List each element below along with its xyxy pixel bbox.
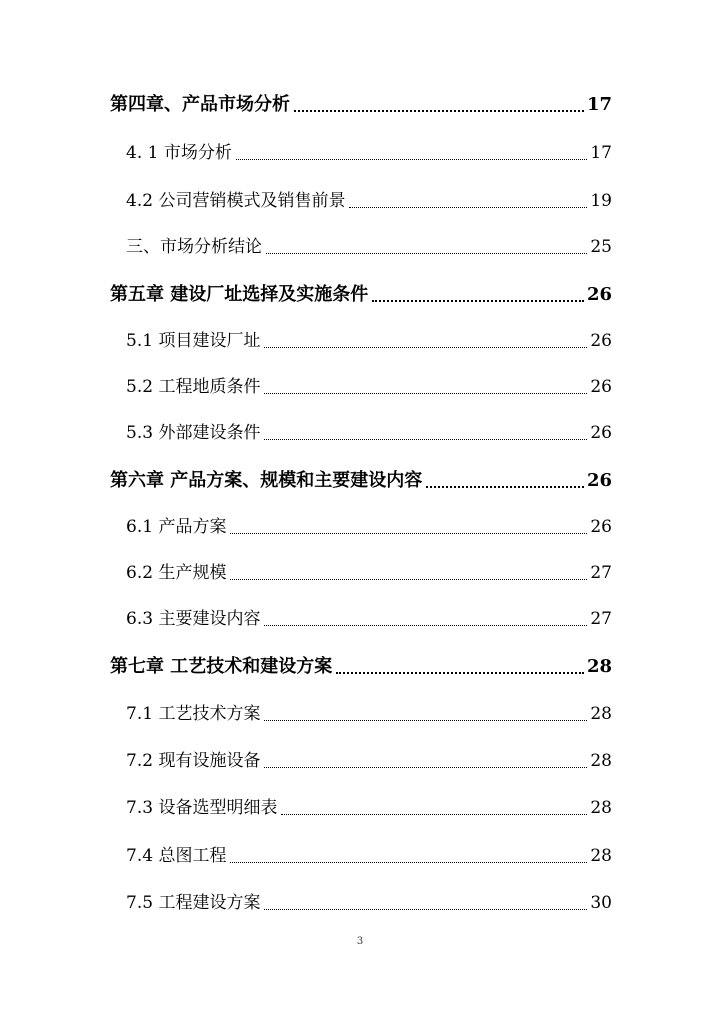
toc-entry-title: 第五章 建设厂址选择及实施条件 (110, 284, 369, 305)
toc-entry-page-number: 26 (590, 331, 612, 351)
toc-entry-page-number: 28 (586, 656, 612, 677)
toc-chapter-entry[interactable] (110, 464, 612, 492)
toc-entry-title: 第四章、产品市场分析 (110, 94, 290, 115)
toc-entry-page-number: 26 (590, 517, 612, 537)
dot-leader (372, 300, 584, 302)
toc-entry-title: 4. 1 市场分析 (126, 143, 232, 163)
toc-entry-page-number: 17 (590, 143, 612, 163)
dot-leader (281, 814, 587, 815)
toc-entry-title: 4.2 公司营销模式及销售前景 (126, 191, 346, 211)
toc-entry-page-number: 27 (590, 563, 612, 583)
toc-entry-page-number: 28 (590, 846, 612, 866)
toc-entry-title: 6.1 产品方案 (126, 517, 227, 537)
toc-section-entry[interactable] (126, 744, 612, 772)
dot-leader (426, 486, 584, 488)
toc-section-entry[interactable] (126, 416, 612, 444)
toc-entry-page-number: 26 (590, 423, 612, 443)
toc-entry-page-number: 28 (590, 798, 612, 818)
toc-entry-title: 5.3 外部建设条件 (126, 423, 261, 443)
dot-leader (264, 909, 587, 910)
toc-section-entry[interactable] (126, 839, 612, 867)
toc-entry-title: 7.5 工程建设方案 (126, 893, 261, 913)
dot-leader (230, 579, 587, 580)
toc-entry-title: 6.3 主要建设内容 (126, 609, 261, 629)
page-number: 3 (356, 936, 364, 947)
dot-leader (336, 672, 584, 674)
toc-entry-page-number: 28 (590, 751, 612, 771)
toc-entry-title: 6.2 生产规模 (126, 563, 227, 583)
toc-section-entry[interactable] (126, 136, 612, 164)
dot-leader (294, 110, 584, 112)
dot-leader (264, 625, 587, 626)
dot-leader (230, 533, 587, 534)
toc-section-entry[interactable] (126, 697, 612, 725)
dot-leader (264, 439, 587, 440)
toc-entry-page-number: 26 (586, 470, 612, 491)
toc-section-entry[interactable] (126, 370, 612, 398)
dot-leader (264, 393, 587, 394)
toc-section-entry[interactable] (126, 886, 612, 914)
toc-chapter-entry[interactable] (110, 650, 612, 678)
dot-leader (230, 862, 587, 863)
toc-section-entry[interactable] (126, 556, 612, 584)
toc-entry-page-number: 19 (590, 191, 612, 211)
toc-entry-title: 第七章 工艺技术和建设方案 (110, 656, 333, 677)
dot-leader (236, 159, 588, 160)
toc-entry-page-number: 25 (590, 237, 612, 257)
toc-chapter-entry[interactable] (110, 88, 612, 116)
toc-chapter-entry[interactable] (110, 278, 612, 306)
dot-leader (264, 720, 587, 721)
dot-leader (264, 347, 587, 348)
toc-section-entry[interactable] (126, 184, 612, 212)
toc-entry-page-number: 17 (586, 94, 612, 115)
toc-section-entry[interactable] (126, 602, 612, 630)
dot-leader (264, 767, 587, 768)
toc-entry-title: 第六章 产品方案、规模和主要建设内容 (110, 470, 423, 491)
toc-entry-page-number: 27 (590, 609, 612, 629)
toc-entry-title: 7.2 现有设施设备 (126, 751, 261, 771)
toc-entry-title: 7.3 设备选型明细表 (126, 798, 278, 818)
toc-entry-title: 三、市场分析结论 (126, 237, 262, 257)
toc-section-entry[interactable] (126, 230, 612, 258)
toc-section-entry[interactable] (126, 324, 612, 352)
toc-entry-page-number: 28 (590, 704, 612, 724)
toc-entry-title: 7.4 总图工程 (126, 846, 227, 866)
toc-entry-title: 5.1 项目建设厂址 (126, 331, 261, 351)
dot-leader (266, 253, 587, 254)
dot-leader (349, 207, 587, 208)
toc-section-entry[interactable] (126, 510, 612, 538)
toc-entry-page-number: 26 (586, 284, 612, 305)
toc-entry-page-number: 30 (590, 893, 612, 913)
toc-section-entry[interactable] (126, 791, 612, 819)
toc-entry-page-number: 26 (590, 377, 612, 397)
toc-entry-title: 7.1 工艺技术方案 (126, 704, 261, 724)
toc-entry-title: 5.2 工程地质条件 (126, 377, 261, 397)
